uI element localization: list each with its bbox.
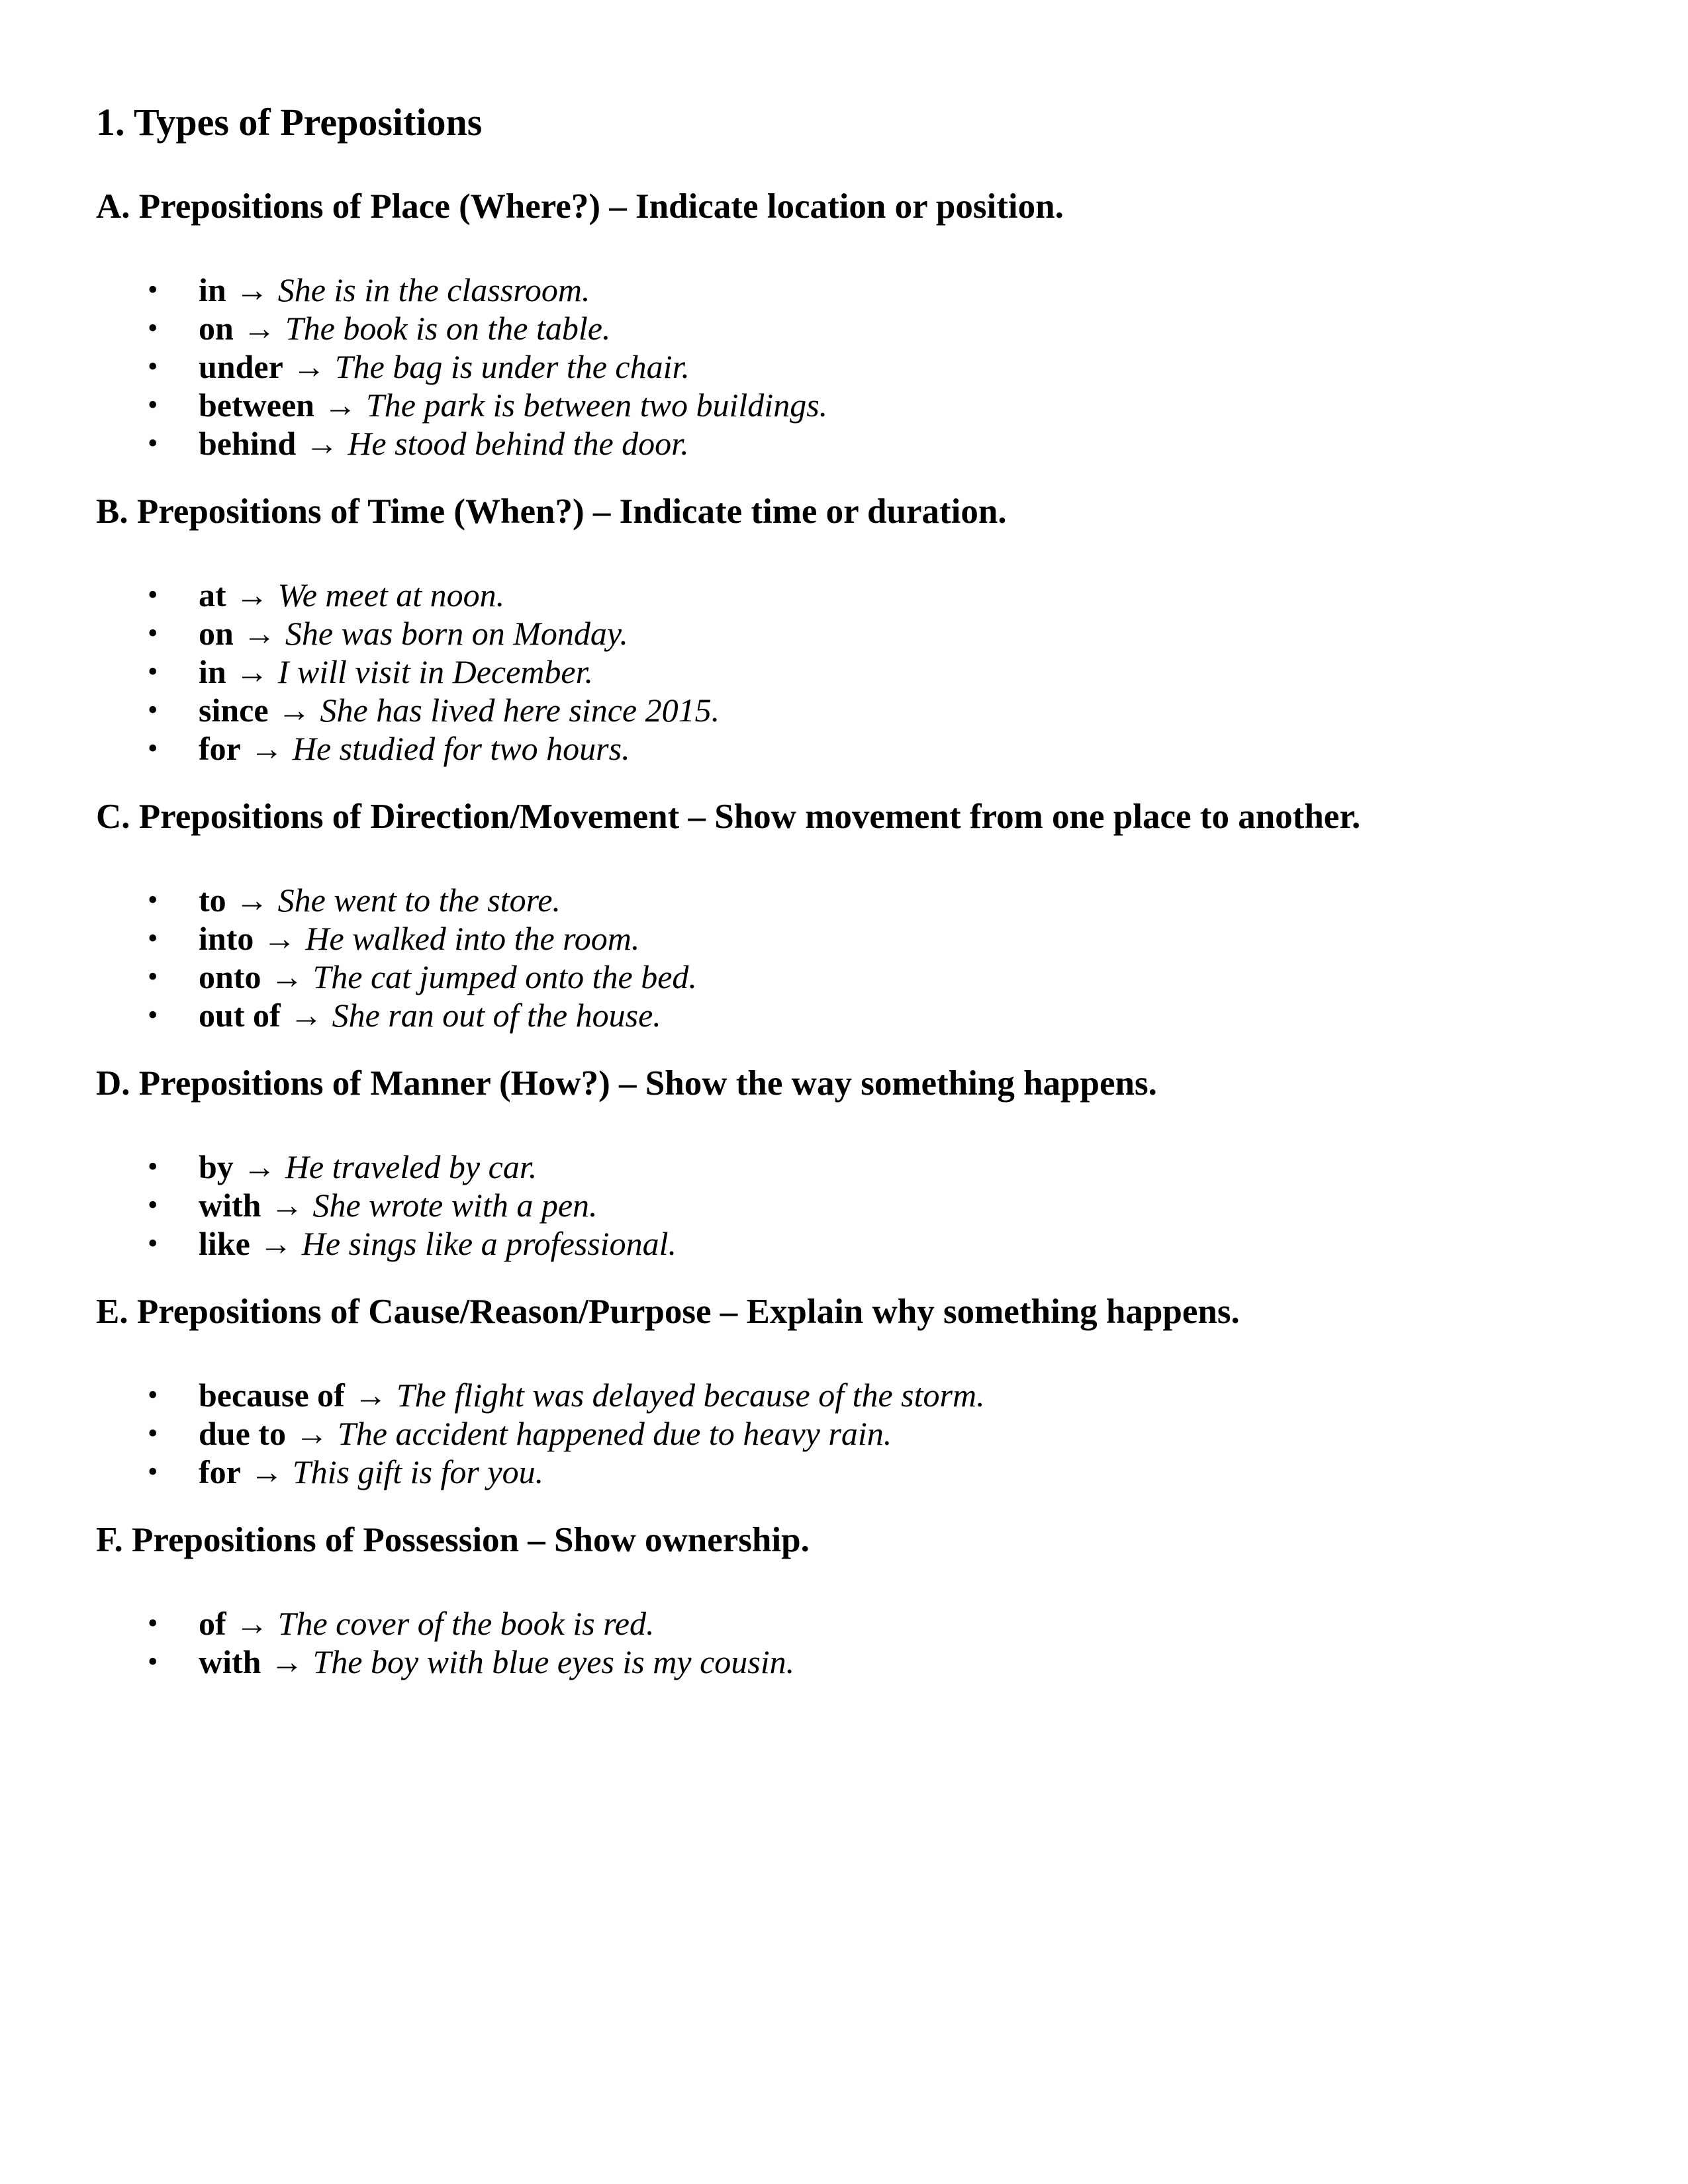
arrow-icon: → xyxy=(270,958,304,995)
arrow-icon: → xyxy=(250,1453,283,1490)
arrow-icon: → xyxy=(289,997,323,1034)
preposition-term: with xyxy=(199,1643,261,1680)
preposition-term: with xyxy=(199,1187,261,1224)
example-sentence: I will visit in December. xyxy=(277,653,593,690)
example-sentence: She went to the store. xyxy=(277,882,561,919)
example-sentence: The accident happened due to heavy rain. xyxy=(337,1415,892,1452)
preposition-term: out of xyxy=(199,997,281,1034)
section-manner xyxy=(96,1062,1592,1263)
arrow-icon: → xyxy=(259,1225,293,1262)
arrow-icon: → xyxy=(235,653,269,690)
arrow-icon: → xyxy=(270,1187,304,1224)
example-sentence: He studied for two hours. xyxy=(292,730,630,767)
bullet-icon: • xyxy=(148,960,158,993)
bullet-icon: • xyxy=(148,312,158,344)
preposition-term: because of xyxy=(199,1377,345,1414)
section-direction xyxy=(96,796,1592,1034)
arrow-icon: → xyxy=(242,1148,276,1185)
example-sentence: The bag is under the chair. xyxy=(334,348,690,385)
bullet-icon: • xyxy=(148,273,158,306)
arrow-icon: → xyxy=(323,387,357,424)
list-item xyxy=(96,386,1592,424)
list-item xyxy=(96,958,1592,996)
arrow-icon: → xyxy=(242,615,276,652)
arrow-icon: → xyxy=(263,920,297,957)
list-item xyxy=(96,881,1592,919)
example-sentence: She has lived here since 2015. xyxy=(320,692,720,729)
section-place xyxy=(96,185,1592,463)
example-sentence: She wrote with a pen. xyxy=(312,1187,598,1224)
arrow-icon: → xyxy=(235,271,269,308)
example-sentence: She is in the classroom. xyxy=(277,271,590,308)
list-item xyxy=(96,1148,1592,1186)
preposition-term: on xyxy=(199,310,234,347)
list-item xyxy=(96,309,1592,347)
preposition-list xyxy=(96,576,1592,768)
list-item xyxy=(96,614,1592,653)
list-item xyxy=(96,1453,1592,1491)
list-item xyxy=(96,1224,1592,1263)
bullet-icon: • xyxy=(148,999,158,1031)
preposition-list xyxy=(96,1376,1592,1491)
preposition-term: like xyxy=(199,1225,250,1262)
preposition-term: into xyxy=(199,920,254,957)
bullet-icon: • xyxy=(148,1417,158,1449)
bullet-icon: • xyxy=(148,350,158,383)
preposition-term: onto xyxy=(199,958,261,995)
example-sentence: The book is on the table. xyxy=(285,310,611,347)
bullet-icon: • xyxy=(148,578,158,611)
example-sentence: He traveled by car. xyxy=(285,1148,538,1185)
example-sentence: The boy with blue eyes is my cousin. xyxy=(312,1643,795,1680)
list-item xyxy=(96,919,1592,958)
example-sentence: The flight was delayed because of the storm. xyxy=(396,1377,985,1414)
preposition-list xyxy=(96,271,1592,463)
example-sentence: He walked into the room. xyxy=(305,920,640,957)
arrow-icon: → xyxy=(292,348,326,385)
list-item xyxy=(96,1414,1592,1453)
bullet-icon: • xyxy=(148,732,158,764)
list-item xyxy=(96,1376,1592,1414)
example-sentence: The cat jumped onto the bed. xyxy=(312,958,697,995)
bullet-icon: • xyxy=(148,1189,158,1221)
example-sentence: He sings like a professional. xyxy=(301,1225,677,1262)
list-item xyxy=(96,576,1592,614)
arrow-icon: → xyxy=(242,310,276,347)
arrow-icon: → xyxy=(235,882,269,919)
arrow-icon: → xyxy=(235,1605,269,1642)
section-heading: F. Prepositions of Possession – Show ownership. xyxy=(96,1521,810,1559)
example-sentence: The park is between two buildings. xyxy=(365,387,828,424)
list-item xyxy=(96,1643,1592,1681)
preposition-term: for xyxy=(199,730,241,767)
bullet-icon: • xyxy=(148,1455,158,1488)
section-heading: A. Prepositions of Place (Where?) – Indicate location or position. xyxy=(96,187,1064,226)
example-sentence: This gift is for you. xyxy=(292,1453,544,1490)
bullet-icon: • xyxy=(148,1150,158,1183)
list-item xyxy=(96,271,1592,309)
preposition-term: between xyxy=(199,387,314,424)
bullet-icon: • xyxy=(148,1645,158,1678)
section-time xyxy=(96,490,1592,768)
arrow-icon: → xyxy=(305,425,339,462)
example-sentence: We meet at noon. xyxy=(277,576,505,614)
example-sentence: She was born on Monday. xyxy=(285,615,628,652)
bullet-icon: • xyxy=(148,1379,158,1411)
arrow-icon: → xyxy=(353,1377,387,1414)
preposition-term: under xyxy=(199,348,283,385)
bullet-icon: • xyxy=(148,884,158,916)
section-cause xyxy=(96,1291,1592,1491)
preposition-term: for xyxy=(199,1453,241,1490)
bullet-icon: • xyxy=(148,427,158,459)
bullet-icon: • xyxy=(148,617,158,649)
arrow-icon: → xyxy=(277,692,311,729)
preposition-list xyxy=(96,881,1592,1034)
section-heading: C. Prepositions of Direction/Movement – Show movement from one place to another. xyxy=(96,797,1361,836)
example-sentence: He stood behind the door. xyxy=(348,425,689,462)
preposition-term: since xyxy=(199,692,269,729)
list-item xyxy=(96,347,1592,386)
bullet-icon: • xyxy=(148,655,158,688)
bullet-icon: • xyxy=(148,1607,158,1639)
section-possession xyxy=(96,1519,1592,1681)
list-item xyxy=(96,996,1592,1034)
preposition-list xyxy=(96,1148,1592,1263)
section-heading: E. Prepositions of Cause/Reason/Purpose – Explain why something happens. xyxy=(96,1293,1240,1331)
list-item xyxy=(96,424,1592,463)
preposition-list xyxy=(96,1604,1592,1681)
bullet-icon: • xyxy=(148,922,158,954)
document-title: 1. Types of Prepositions xyxy=(96,101,483,144)
list-item xyxy=(96,653,1592,691)
preposition-term: on xyxy=(199,615,234,652)
section-heading: B. Prepositions of Time (When?) – Indicate time or duration. xyxy=(96,492,1007,531)
list-item xyxy=(96,1186,1592,1224)
list-item xyxy=(96,691,1592,729)
section-heading: D. Prepositions of Manner (How?) – Show the way something happens. xyxy=(96,1064,1157,1103)
arrow-icon: → xyxy=(270,1643,304,1680)
preposition-term: at xyxy=(199,576,226,614)
arrow-icon: → xyxy=(250,730,283,767)
example-sentence: She ran out of the house. xyxy=(332,997,661,1034)
preposition-term: due to xyxy=(199,1415,286,1452)
arrow-icon: → xyxy=(235,576,269,614)
bullet-icon: • xyxy=(148,1227,158,1259)
bullet-icon: • xyxy=(148,694,158,726)
preposition-term: in xyxy=(199,271,226,308)
list-item xyxy=(96,729,1592,768)
preposition-term: of xyxy=(199,1605,226,1642)
preposition-term: in xyxy=(199,653,226,690)
list-item xyxy=(96,1604,1592,1643)
preposition-term: to xyxy=(199,882,226,919)
arrow-icon: → xyxy=(295,1415,328,1452)
preposition-term: behind xyxy=(199,425,297,462)
preposition-term: by xyxy=(199,1148,234,1185)
example-sentence: The cover of the book is red. xyxy=(277,1605,655,1642)
bullet-icon: • xyxy=(148,388,158,421)
